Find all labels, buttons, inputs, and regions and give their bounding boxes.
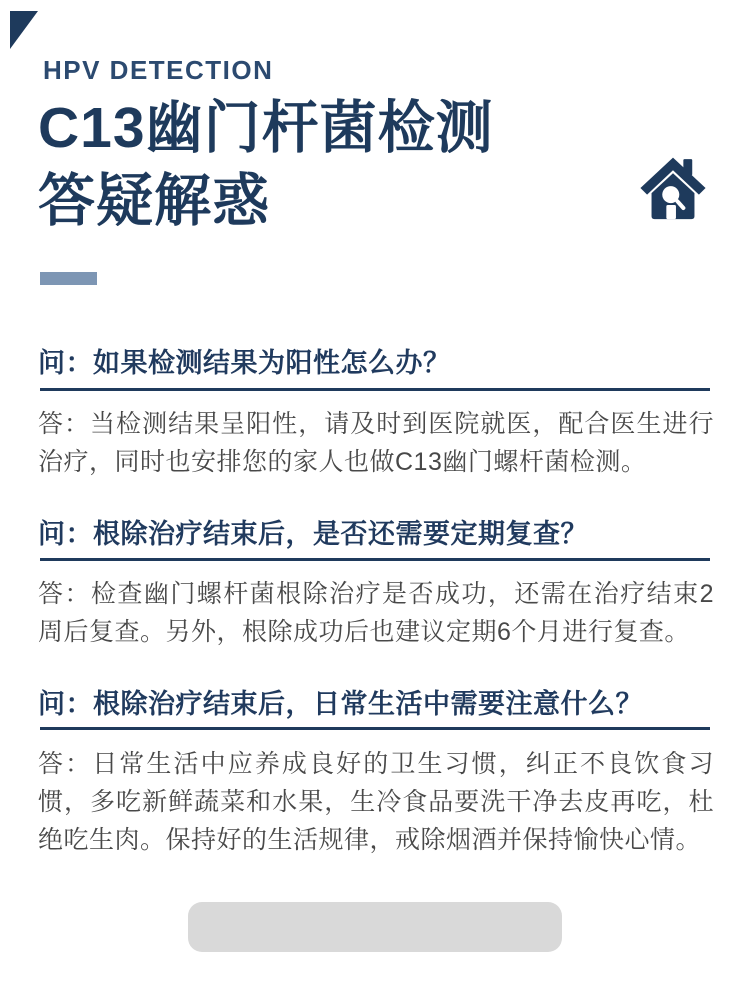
question-3-divider — [40, 727, 710, 730]
question-1-divider — [40, 388, 710, 391]
page-title-line1: C13幽门杆菌检测 — [38, 96, 494, 160]
question-2: 问：根除治疗结束后，是否还需要定期复查？ — [38, 519, 588, 549]
page-title — [38, 92, 494, 238]
eyebrow-text: HPV DETECTION — [43, 55, 274, 85]
answer-1: 答：当检测结果呈阳性，请及时到医院就医，配合医生进行治疗，同时也安排您的家人也做C13幽门螺杆菌检测。 — [38, 410, 714, 476]
qa-section-2 — [38, 512, 714, 646]
question-2-divider — [40, 558, 710, 561]
qa-section-3 — [38, 682, 714, 854]
accent-bar-decoration — [40, 272, 97, 285]
qa-section-1 — [38, 341, 714, 476]
corner-triangle-decoration — [10, 11, 38, 49]
question-3: 问：根除治疗结束后，日常生活中需要注意什么？ — [38, 689, 643, 719]
house-with-magnifier-icon — [636, 146, 710, 230]
question-1: 问：如果检测结果为阳性怎么办？ — [38, 348, 451, 378]
answer-3: 答：日常生活中应养成良好的卫生习惯，纠正不良饮食习惯，多吃新鲜蔬菜和水果，生冷食品要洗干净去皮再吃，杜绝吃生肉。保持好的生活规律，戒除烟酒并保持愉快心情。 — [38, 750, 714, 854]
page-title-line2: 答疑解惑 — [38, 169, 270, 233]
bottom-bar-decoration — [188, 902, 562, 952]
answer-2: 答：检查幽门螺杆菌根除治疗是否成功，还需在治疗结束2周后复查。另外，根除成功后也建议定期6个月进行复查。 — [38, 580, 714, 646]
